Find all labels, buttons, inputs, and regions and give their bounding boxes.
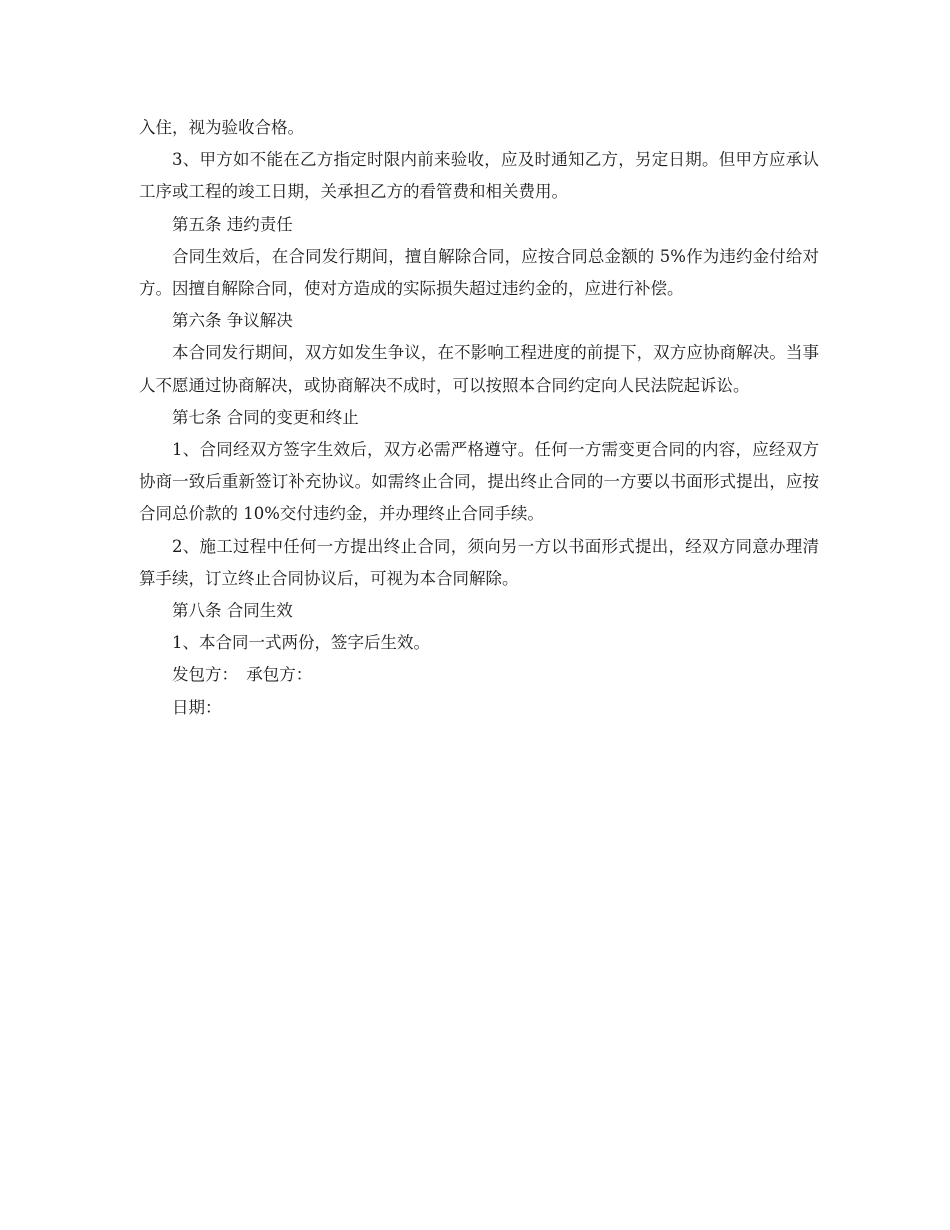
clause-4-item-3: 3、甲方如不能在乙方指定时限内前来验收，应及时通知乙方，另定日期。但甲方应承认工序或工程的竣工日期，关承担乙方的看管费和相关费用。 [139, 150, 819, 202]
document-body [139, 112, 819, 724]
article-6-body: 本合同发行期间，双方如发生争议，在不影响工程进度的前提下，双方应协商解决。当事人不愿通过协商解决，或协商解决不成时，可以按照本合同约定向人民法院起诉讼。 [139, 343, 819, 395]
signature-date-line: 日期： [172, 697, 222, 717]
heading-article-7: 第七条 合同的变更和终止 [172, 407, 359, 427]
article-7-item-1: 1、合同经双方签字生效后，双方必需严格遵守。任何一方需变更合同的内容，应经双方协商一致后重新签订补充协议。如需终止合同，提出终止合同的一方要以书面形式提出，应按合同总价款的 10%交付违约金，并办理终止合同手续。 [139, 440, 819, 524]
heading-article-6: 第六条 争议解决 [172, 311, 293, 331]
heading-article-8: 第八条 合同生效 [172, 601, 293, 621]
article-8-item-1: 1、本合同一式两份，签字后生效。 [172, 633, 430, 653]
article-5-body: 合同生效后，在合同发行期间，擅自解除合同，应按合同总金额的 5%作为违约金付给对方。因擅自解除合同，使对方造成的实际损失超过违约金的，应进行补偿。 [139, 246, 819, 299]
paragraph-continuation: 入住，视为验收合格。 [139, 118, 304, 137]
article-7-item-2: 2、施工过程中任何一方提出终止合同，须向另一方以书面形式提出，经双方同意办理清算手续，订立终止合同协议后，可视为本合同解除。 [139, 536, 819, 588]
signature-parties-line: 发包方： 承包方： [172, 665, 313, 685]
heading-article-5: 第五条 违约责任 [172, 214, 293, 234]
